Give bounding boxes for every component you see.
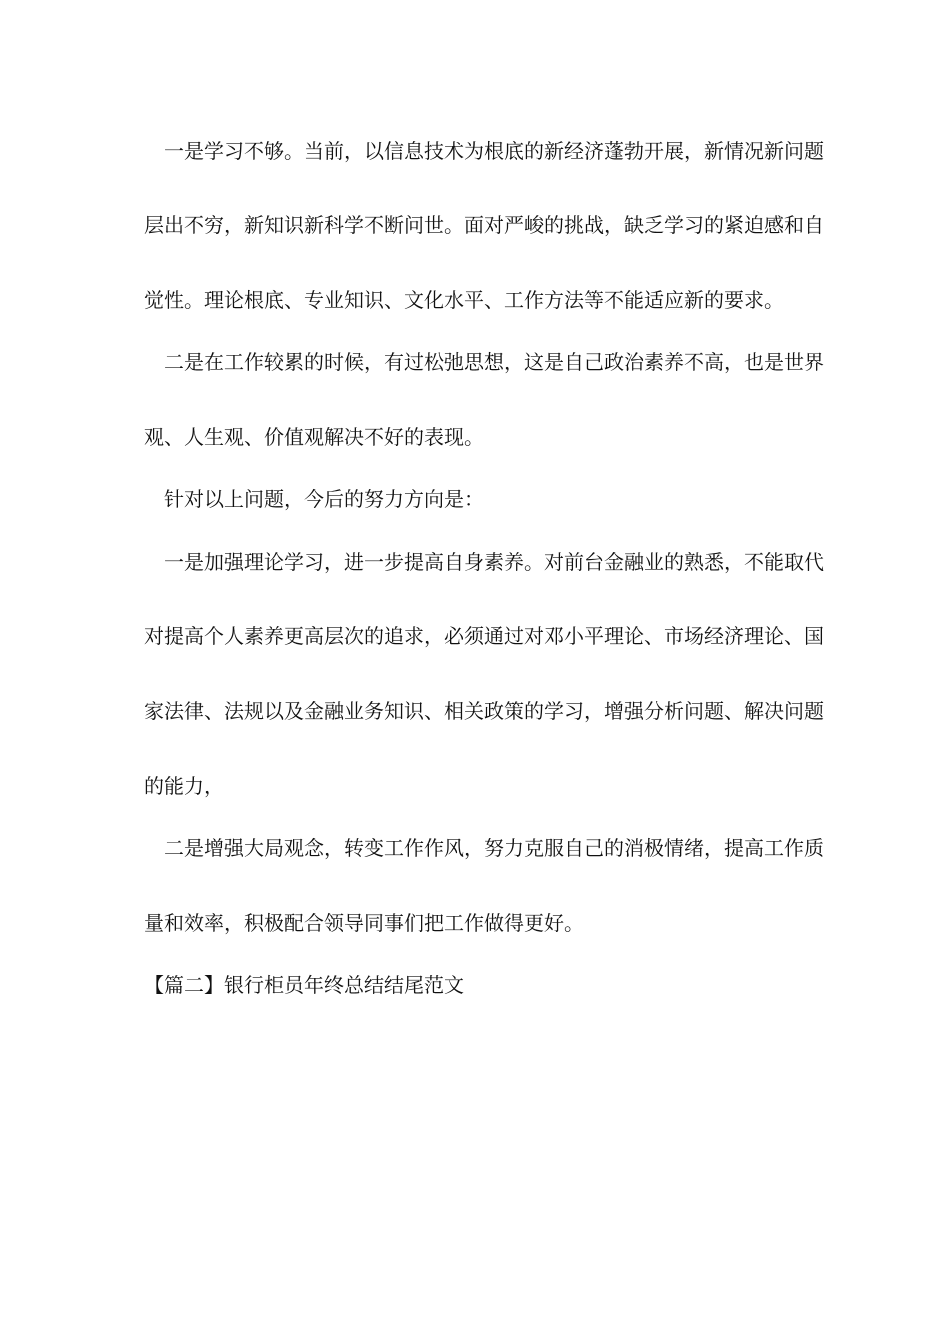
paragraph-4-line-1: 一是加强理论学习，进一步提高自身素养。对前台金融业的熟悉，不能取代 bbox=[164, 550, 824, 574]
paragraph-3-line-1: 针对以上问题，今后的努力方向是： bbox=[164, 487, 484, 511]
paragraph-4-line-3: 家法律、法规以及金融业务知识、相关政策的学习，增强分析问题、解决问题 bbox=[144, 699, 824, 723]
paragraph-2-line-2: 观、人生观、价值观解决不好的表现。 bbox=[144, 425, 484, 449]
paragraph-4-line-4: 的能力， bbox=[144, 774, 224, 798]
paragraph-4-line-2: 对提高个人素养更高层次的追求，必须通过对邓小平理论、市场经济理论、国 bbox=[144, 624, 824, 648]
section-heading: 【篇二】银行柜员年终总结结尾范文 bbox=[144, 973, 464, 997]
paragraph-1-line-2: 层出不穷，新知识新科学不断问世。面对严峻的挑战，缺乏学习的紧迫感和自 bbox=[144, 213, 824, 237]
paragraph-5-line-1: 二是增强大局观念，转变工作作风，努力克服自己的消极情绪，提高工作质 bbox=[164, 836, 824, 860]
paragraph-1-line-1: 一是学习不够。当前，以信息技术为根底的新经济蓬勃开展，新情况新问题 bbox=[164, 139, 824, 163]
paragraph-2-line-1: 二是在工作较累的时候，有过松弛思想，这是自己政治素养不高，也是世界 bbox=[164, 350, 824, 374]
paragraph-1-line-3: 觉性。理论根底、专业知识、文化水平、工作方法等不能适应新的要求。 bbox=[144, 288, 784, 312]
paragraph-5-line-2: 量和效率，积极配合领导同事们把工作做得更好。 bbox=[144, 911, 584, 935]
